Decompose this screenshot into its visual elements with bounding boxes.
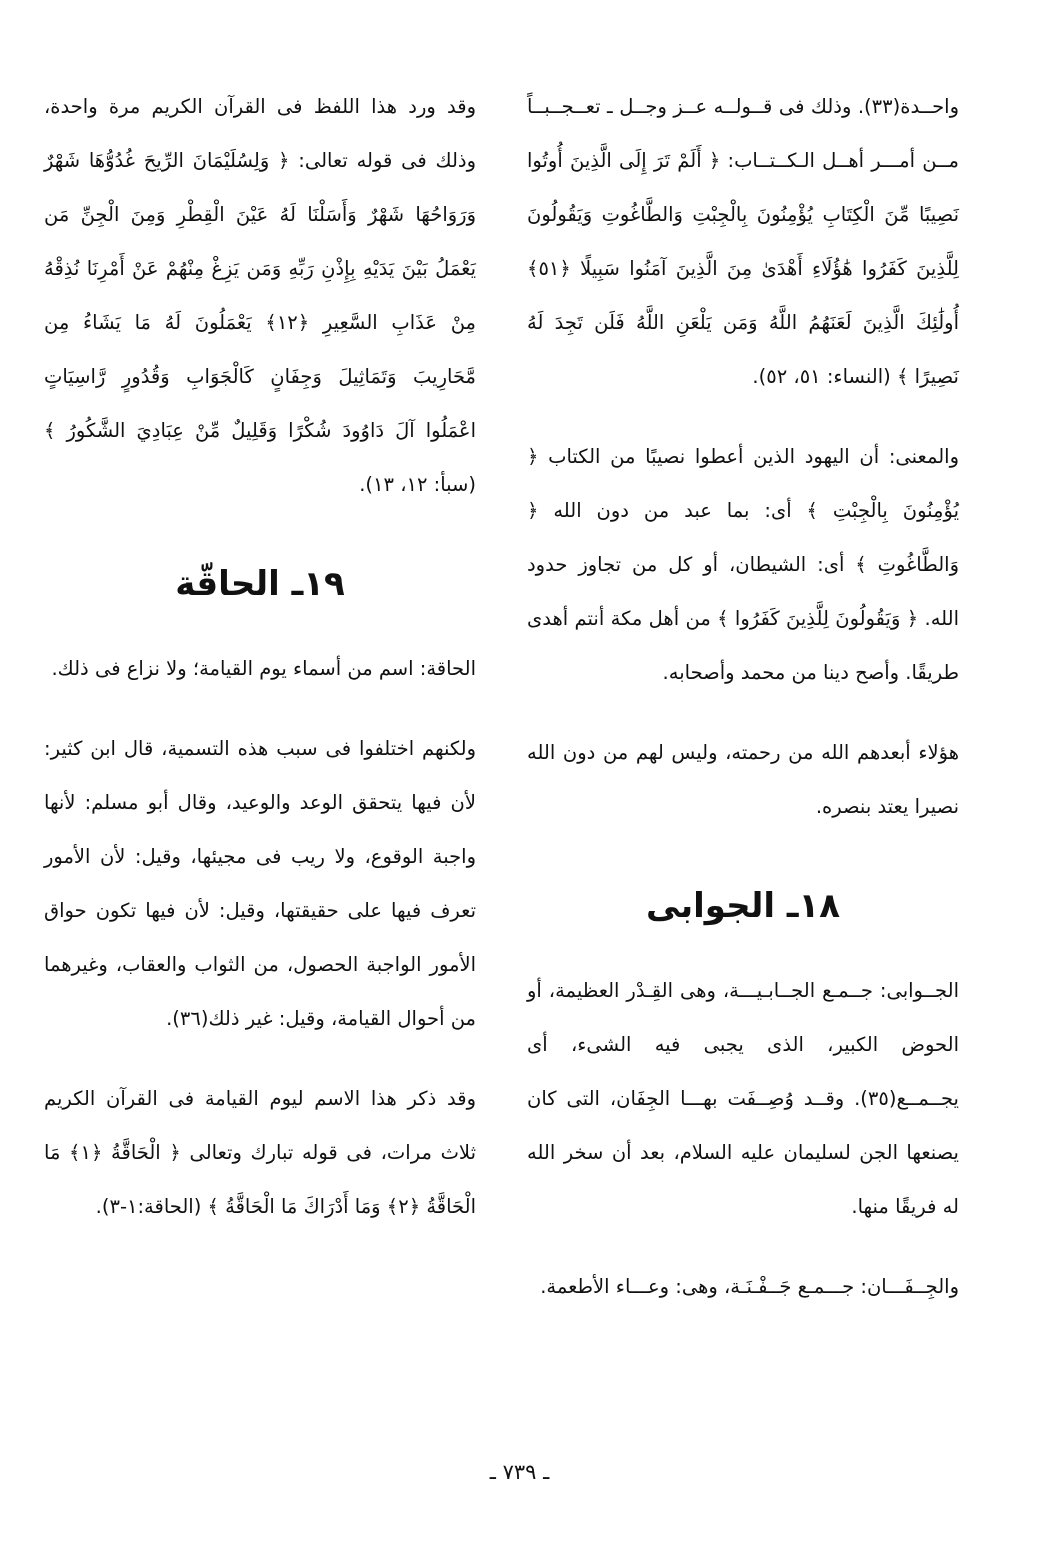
paragraph-saba-verse: وقد ورد هذا اللفظ فى القرآن الكريم مرة واحدة، وذلك فى قوله تعالى: ﴿ وَلِسُلَيْمَانَ الرِّيحَ غُدُوُّهَا شَهْرٌ وَرَوَاحُهَا شَهْرٌ وَأَسَلْنَا لَهُ عَيْنَ الْقِطْرِ وَمِنَ الْجِنِّ مَن يَعْمَلُ بَيْنَ يَدَيْهِ بِإِذْنِ رَبِّهِ وَمَن يَزِغْ مِنْهُمْ عَنْ أَمْرِنَا نُذِقْهُ مِنْ عَذَابِ السَّعِيرِ ﴿١٢﴾ يَعْمَلُونَ لَهُ مَا يَشَاءُ مِن مَّحَارِيبَ وَتَمَاثِيلَ وَجِفَانٍ كَالْجَوَابِ وَقُدُورٍ رَّاسِيَاتٍ اعْمَلُوا آلَ دَاوُودَ شُكْرًا وَقَلِيلٌ مِّنْ عِبَادِيَ الشَّكُورُ ﴾ (سبأ: ١٢، ١٣). (44, 95, 476, 496)
section-heading-aljawabi: ١٨ـ الجوابى (645, 886, 841, 926)
right-column (527, 80, 959, 1340)
section-heading-alhaqqa: ١٩ـ الحاقّة (175, 564, 345, 604)
paragraph-aljawabi-definition: الجــوابى: جــمـع الجــابـيـــة، وهى القِـدْر العظيمة، أو الحوض الكبير، الذى يجبى فيه الشىء، أى يجــمــع(٣٥). وقــد وُصِــفَت بهـــا الجِفَان، التى كان يصنعها الجن لسليمان عليه السلام، بعد أن سخر الله له فريقًا منها. (527, 979, 959, 1218)
paragraph-alhaqqa-definition: الحاقة: اسم من أسماء يوم القيامة؛ ولا نزاع فى ذلك. (51, 657, 476, 680)
paragraph-meaning: والمعنى: أن اليهود الذين أعطوا نصيبًا من الكتاب ﴿ يُؤْمِنُونَ بِالْجِبْتِ ﴾ أى: بما عبد من دون الله ﴿ وَالطَّاغُوتِ ﴾ أى: الشيطان، أو كل من تجاوز حدود الله. ﴿ وَيَقُولُونَ لِلَّذِينَ كَفَرُوا ﴾ من أهل مكة أنتم أهدى طريقًا. وأصح دينا من محمد وأصحابه. (527, 445, 959, 684)
page-number: ـ ٧٣٩ ـ (489, 1460, 550, 1484)
paragraph-naming-reasons: ولكنهم اختلفوا فى سبب هذه التسمية، قال ابن كثير: لأن فيها يتحقق الوعد والوعيد، وقال أبو مسلم: لأنها واجبة الوقوع، ولا ريب فى مجيئها، وقيل: لأن الأمور تعرف فيها على حقيقتها، وقيل: لأن فيها تكون حواق الأمور الواجبة الحصول، من الثواب والعقاب، وغيرهما من أحوال القيامة، وقيل: غير ذلك(٣٦). (44, 737, 476, 1030)
paragraph-wahida: واحــدة(٣٣). وذلك فى قــولــه عــز وجــل ـ تعــجــبــاً مــن أمـــر أهــل الـكــتــاب: ﴿ أَلَمْ تَرَ إِلَى الَّذِينَ أُوتُوا نَصِيبًا مِّنَ الْكِتَابِ يُؤْمِنُونَ بِالْجِبْتِ وَالطَّاغُوتِ وَيَقُولُونَ لِلَّذِينَ كَفَرُوا هَٰؤُلَاءِ أَهْدَىٰ مِنَ الَّذِينَ آمَنُوا سَبِيلًا ﴿٥١﴾ أُولَٰئِكَ الَّذِينَ لَعَنَهُمُ اللَّهُ وَمَن يَلْعَنِ اللَّهُ فَلَن تَجِدَ لَهُ نَصِيرًا ﴾ (النساء: ٥١، ٥٢). (527, 95, 959, 388)
paragraph-haula: هؤلاء أبعدهم الله من رحمته، وليس لهم من دون الله نصيرا يعتد بنصره. (527, 741, 959, 818)
paragraph-alhaqqa-verse: وقد ذكر هذا الاسم ليوم القيامة فى القرآن الكريم ثلاث مرات، فى قوله تبارك وتعالى ﴿ الْحَاقَّةُ ﴿١﴾ مَا الْحَاقَّةُ ﴿٢﴾ وَمَا أَدْرَاكَ مَا الْحَاقَّةُ ﴾ (الحاقة:١-٣). (44, 1087, 476, 1218)
left-column (44, 80, 476, 1260)
paragraph-aljifan: والجِــفَـــان: جـــمـع جَــفْـنَـة، وهى: وعـــاء الأطعمة. (540, 1275, 959, 1298)
